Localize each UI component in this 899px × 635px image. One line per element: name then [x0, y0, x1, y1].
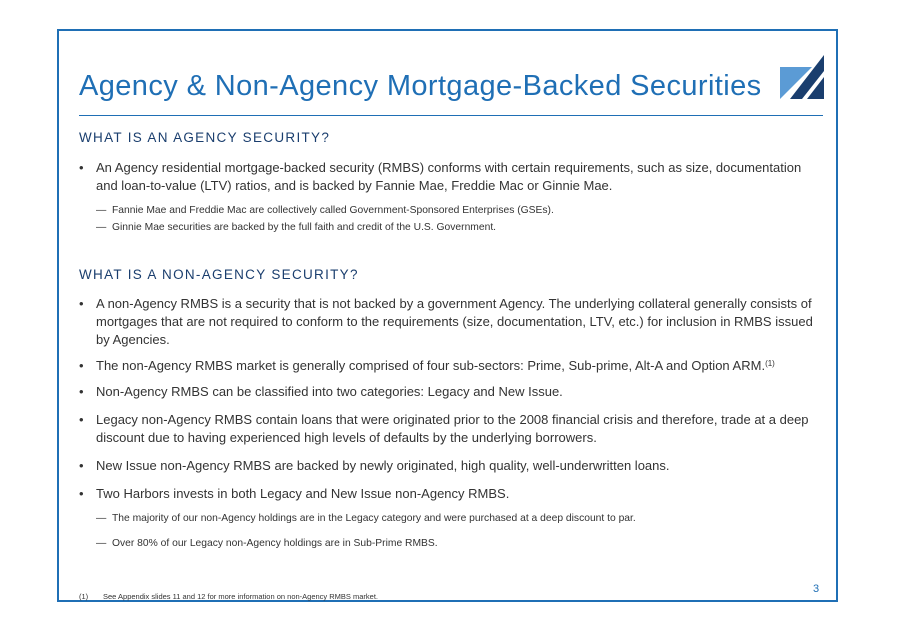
bullet-text: The non-Agency RMBS market is generally comprised of four sub-sectors: Prime, Sub-prime, Alt-A and Option ARM. — [96, 358, 766, 373]
bullet-text: New Issue non-Agency RMBS are backed by newly originated, high quality, well-underwritten loans. — [96, 458, 670, 473]
bullet-marker: • — [79, 384, 84, 399]
bullet-item — [79, 485, 819, 503]
page-number: 3 — [813, 583, 820, 595]
title-divider — [79, 115, 823, 116]
sub-bullet-text: The majority of our non-Agency holdings are in the Legacy category and were purchased at a deep discount to par. — [112, 513, 636, 524]
sub-bullet-item — [96, 222, 496, 233]
bullet-marker: • — [79, 160, 84, 175]
dash-marker: — — [96, 513, 107, 524]
footnote-text: See Appendix slides 11 and 12 for more information on non-Agency RMBS market. — [103, 592, 379, 601]
bullet-item — [79, 295, 819, 349]
bullet-marker: • — [79, 296, 84, 311]
bullet-marker: • — [79, 412, 84, 427]
bullet-marker: • — [79, 486, 84, 501]
bullet-item — [79, 383, 819, 401]
bullet-item — [79, 357, 819, 375]
bullet-text: Two Harbors invests in both Legacy and New Issue non-Agency RMBS. — [96, 486, 510, 501]
bullet-text: Legacy non-Agency RMBS contain loans that were originated prior to the 2008 financial crisis and therefore, trade at a deep discount due to having experienced high levels of defaults by the underlying borrowers. — [96, 412, 809, 445]
sub-bullet-item — [96, 538, 438, 549]
bullet-text: A non-Agency RMBS is a security that is not backed by a government Agency. The underlying collateral generally consists of mortgages that are not required to conform to the requirements (size, documentation, LTV, etc.) for inclusion in RMBS issued by Agencies. — [96, 296, 813, 347]
page-title: Agency & Non-Agency Mortgage-Backed Securities — [79, 70, 762, 102]
bullet-item — [79, 411, 819, 447]
sub-bullet-text: Fannie Mae and Freddie Mac are collectively called Government-Sponsored Enterprises (GSEs). — [112, 205, 554, 216]
sub-bullet-text: Ginnie Mae securities are backed by the full faith and credit of the U.S. Government. — [112, 222, 497, 233]
footnote-number: (1) — [79, 592, 89, 601]
footnote — [79, 592, 378, 601]
bullet-text: Non-Agency RMBS can be classified into two categories: Legacy and New Issue. — [96, 384, 563, 399]
sub-bullet-text: Over 80% of our Legacy non-Agency holdings are in Sub-Prime RMBS. — [112, 538, 438, 549]
bullet-marker: • — [79, 358, 84, 373]
sub-bullet-item — [96, 513, 636, 524]
dash-marker: — — [96, 538, 107, 549]
dash-marker: — — [96, 222, 107, 233]
section-heading-non-agency: WHAT IS A NON-AGENCY SECURITY? — [79, 267, 359, 282]
footnote-reference: (1) — [765, 359, 775, 368]
bullet-item — [79, 457, 819, 475]
bullet-marker: • — [79, 458, 84, 473]
bullet-text: An Agency residential mortgage-backed security (RMBS) conforms with certain requirements, such as size, documentation and loan-to-value (LTV) ratios, and is backed by Fannie Mae, Freddie Mac or Ginnie Mae. — [96, 160, 802, 193]
sub-bullet-item — [96, 205, 554, 216]
section-heading-agency: WHAT IS AN AGENCY SECURITY? — [79, 130, 331, 145]
bullet-item — [79, 159, 819, 195]
dash-marker: — — [96, 205, 107, 216]
company-logo-icon — [780, 55, 824, 99]
